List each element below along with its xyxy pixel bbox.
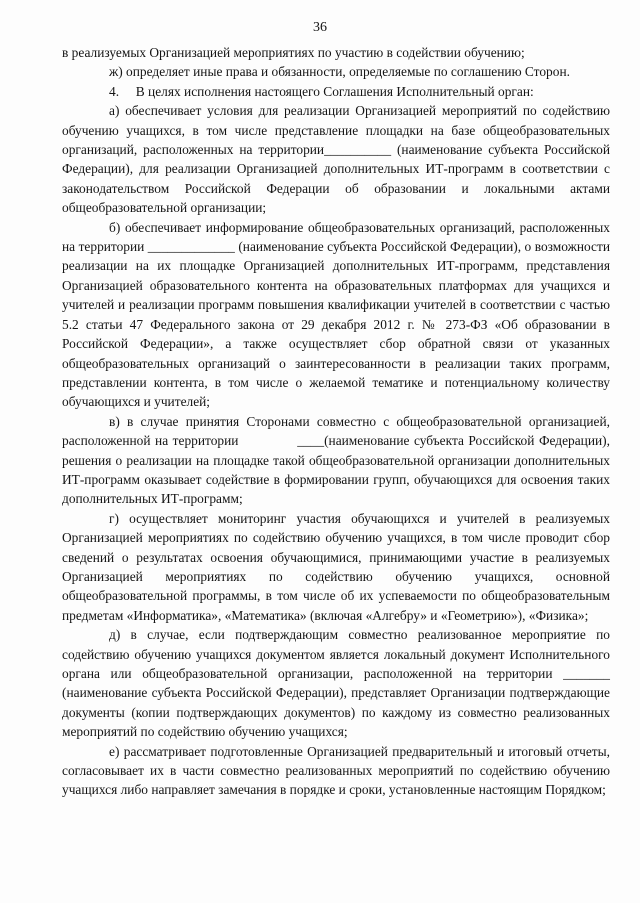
paragraph-item-d: д) в случае, если подтверждающим совместно реализованное мероприятие по содействию обучению учащихся документом является локальный документ Исполнительного органа или общеобразовательной организации, расположенной на территории _______ (наименование субъекта Российской Федерации), представляет Организации подтверждающие документы (копии подтверждающих документов) по каждому из совместно реализованных мероприятий по содействию обучению учащихся; (62, 627, 610, 740)
paragraph-item-g: г) осуществляет мониторинг участия обучающихся и учителей в реализуемых Организацией мероприятиях по содействию обучению учащихся, в том числе проводит сбор сведений о результатах освоения обучающимися, принимающими участие в реализуемых Организацией мероприятиях по содействию обучению учащихся, основной общеобразовательной программы, в том числе об их успеваемости по общеобразовательным предметам «Информатика», «Математика» (включая «Алгебру» и «Геометрию»), «Физика»; (62, 510, 610, 623)
page-number: 36 (313, 20, 327, 35)
paragraph-item-e: е) рассматривает подготовленные Организацией предварительный и итоговый отчеты, согласовывает их в части совместно реализованных мероприятий по содействию обучению учащихся либо направляет замечания в порядке и сроки, установленные настоящим Порядком; (62, 743, 610, 798)
paragraph-item-v: в) в случае принятия Сторонами совместно с общеобразовательной организацией, расположенной на территории ____(наименование субъекта Российской Федерации), решения о реализации на площадке такой общеобразовательной организации дополнительных ИТ-программ оказывает содействие в формировании групп, обучающихся для освоения таких дополнительных ИТ-программ; (62, 413, 610, 507)
paragraph-section-4: 4. В целях исполнения настоящего Соглашения Исполнительный орган: (109, 83, 534, 99)
body-text (62, 43, 610, 800)
paragraph-item-a: а) обеспечивает условия для реализации Организацией мероприятий по содействию обучению учащихся, в том числе представление площадки на базе общеобразовательных организаций, расположенных на территории__________ (наименование субъекта Российской Федерации), для реализации Организацией дополнительных ИТ-программ в соответствии с законодательством Российской Федерации об образовании и локальными актами общеобразовательной организации; (62, 103, 610, 216)
paragraph-item-zh: ж) определяет иные права и обязанности, определяемые по соглашению Сторон. (109, 64, 570, 80)
paragraph-item-b: б) обеспечивает информирование общеобразовательных организаций, расположенных на территории _____________ (наименование субъекта Российской Федерации), о возможности реализации на их площадке Организацией дополнительных ИТ-программ, представления Организацией образовательного контента на образовательных платформах для учащихся и учителей и реализации программ повышения квалификации учителей в соответствии с частью 5.2 статьи 47 Федерального закона от 29 декабря 2012 г. № 273-ФЗ «Об образовании в Российской Федерации», а также осуществляет сбор обратной связи от указанных общеобразовательных организаций о заинтересованности в реализации таких программ, представлении контента, в том числе о желаемой тематике и потенциальному количеству обучающихся и учителей; (62, 219, 610, 410)
paragraph-intro-continuation: в реализуемых Организацией мероприятиях по участию в содействии обучению; (62, 45, 525, 60)
